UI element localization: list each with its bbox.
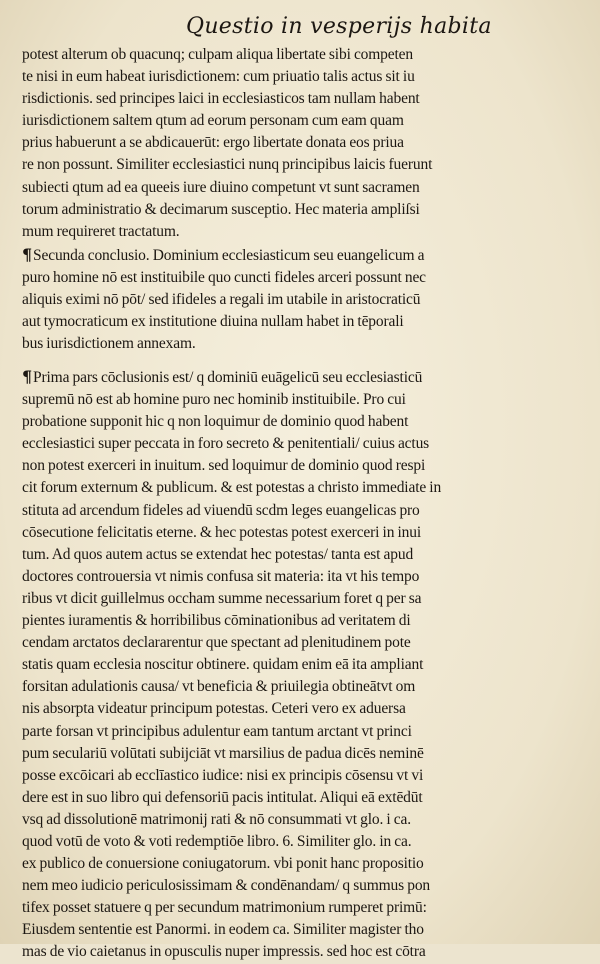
text-line bbox=[22, 676, 574, 698]
text-line bbox=[22, 289, 574, 311]
text-line bbox=[22, 743, 574, 765]
line-text: mum requireret tractatum. bbox=[22, 222, 180, 240]
line-text: torum administratio & decimarum susceptio. Hec materia ampliſsi bbox=[22, 200, 420, 218]
line-text: mas de vio caietanus in opusculis nuper impressis. sed hoc est cōtra bbox=[22, 943, 426, 961]
line-text: potest alterum ob quacunq; culpam aliqua libertate sibi competen bbox=[22, 46, 413, 63]
text-line bbox=[22, 389, 574, 411]
text-line bbox=[22, 455, 574, 477]
text-line bbox=[22, 88, 574, 110]
text-line bbox=[22, 433, 574, 455]
line-text: cōsecutione felicitatis eterne. & hec potestas potest exerceri in inui bbox=[22, 523, 422, 541]
paragraph-prima-pars bbox=[22, 366, 574, 961]
line-text: posse excōicari ab ecclīastico iudice: nisi ex principis cōsensu vt vi bbox=[22, 766, 424, 784]
paragraph-secunda-conclusio bbox=[22, 244, 574, 355]
line-text: tifex posset statuere q per secundum matrimonium rumperet primū: bbox=[22, 899, 427, 917]
line-text: prius habuerunt a se abdicauerūt: ergo libertate donata eos priua bbox=[22, 134, 404, 152]
text-line bbox=[22, 765, 574, 787]
text-line bbox=[22, 853, 574, 875]
line-text: pientes iuramentis & horribilibus cōminationibus ad veritatem di bbox=[22, 612, 411, 630]
text-line bbox=[22, 897, 574, 919]
line-text: puro homine nō est instituibile quo cuncti fideles arceri possunt nec bbox=[22, 269, 426, 287]
text-line bbox=[22, 477, 574, 499]
paragraph-continuation bbox=[22, 44, 574, 243]
text-line bbox=[22, 787, 574, 809]
text-line bbox=[22, 366, 574, 389]
line-text: ecclesiastici super peccata in foro secreto & penitentiali/ cuius actus bbox=[22, 435, 430, 453]
line-text: stituta ad arcendum fideles ad viuendū scdm leges euangelicas pro bbox=[22, 501, 420, 519]
line-text: ribus vt dicit guillelmus occham summe necessarium foret q per sa bbox=[22, 589, 422, 607]
line-text: forsitan adulationis causa/ vt beneficia & priuilegia obtineātvt om bbox=[22, 678, 416, 696]
text-line bbox=[22, 588, 574, 610]
text-line bbox=[22, 221, 574, 243]
pilcrow-mark: ¶ bbox=[22, 245, 33, 264]
text-line bbox=[22, 654, 574, 676]
line-text: cendam arctatos declararentur que spectant ad plenitudinem pote bbox=[22, 634, 411, 652]
line-text: re non possunt. Similiter ecclesiastici nunq principibus laicis fuerunt bbox=[22, 156, 433, 174]
text-line bbox=[22, 919, 574, 941]
line-text: dere est in suo libro qui defensoriū pacis intitulat. Aliqui eā extēdūt bbox=[22, 788, 423, 806]
line-text: cit forum externum & publicum. & est potestas a christo immediate in bbox=[22, 479, 442, 497]
text-line bbox=[22, 333, 574, 355]
line-text: aut tymocraticum ex institutione diuina nullam habet in tēporali bbox=[22, 313, 404, 331]
text-line bbox=[22, 809, 574, 831]
text-line bbox=[22, 500, 574, 522]
text-line bbox=[22, 721, 574, 743]
line-text: tum. Ad quos autem actus se extendat hec potestas/ tanta est apud bbox=[22, 545, 414, 563]
text-line bbox=[22, 132, 574, 154]
running-title: Questio in vesperijs habita bbox=[186, 14, 492, 39]
line-text: bus iurisdictionem annexam. bbox=[22, 335, 196, 353]
pilcrow-mark: ¶ bbox=[22, 367, 33, 386]
line-text: parte forsan vt principibus adulentur eam tantum arctant vt princi bbox=[22, 722, 412, 740]
line-text: vsq ad dissolutionē matrimonij rati & nō consummati vt glo. i ca. bbox=[22, 810, 411, 828]
text-line bbox=[22, 267, 574, 289]
text-line bbox=[22, 566, 574, 588]
line-text: nis absorpta videatur principum potestas. Ceteri vero ex aduersa bbox=[22, 700, 406, 718]
text-line bbox=[22, 199, 574, 221]
line-text: aliquis eximi nō pōt/ sed ifideles a regali im utabile in aristocraticū bbox=[22, 291, 421, 309]
text-line bbox=[22, 831, 574, 853]
text-line bbox=[22, 941, 574, 963]
line-text: probatione supponit hic q non loquimur de dominio quod habent bbox=[22, 413, 409, 431]
text-line bbox=[22, 632, 574, 654]
text-line bbox=[22, 44, 574, 66]
text-line bbox=[22, 311, 574, 333]
line-text: statis quam ecclesia noscitur obtinere. quidam enim eā ita ampliant bbox=[22, 656, 424, 674]
line-text: non potest exerceri in inuitum. sed loquimur de dominio quod respi bbox=[22, 457, 426, 475]
text-line bbox=[22, 610, 574, 632]
line-text: ex publico de conuersione coniugatorum. vbi ponit hanc propositio bbox=[22, 855, 424, 873]
line-text: iurisdictionem saltem qtum ad eorum personam cum eam quam bbox=[22, 112, 404, 130]
line-text: pum seculariū volūtati subijciāt vt marsilius de padua dicēs neminē bbox=[22, 744, 424, 762]
text-line bbox=[22, 154, 574, 176]
text-line bbox=[22, 177, 574, 199]
text-line bbox=[22, 244, 574, 267]
text-line bbox=[22, 522, 574, 544]
text-line bbox=[22, 698, 574, 720]
line-text: risdictionis. sed principes laici in ecclesiasticos tam nullam habent bbox=[22, 90, 420, 108]
line-text: Prima pars cōclusionis est/ q dominiū euāgelicū seu ecclesiasticū bbox=[33, 369, 423, 386]
text-line bbox=[22, 544, 574, 566]
line-text: te nisi in eum habeat iurisdictionem: cum priuatio talis actus sit iu bbox=[22, 68, 415, 86]
line-text: nem meo iudicio periculosissimam & condēnandam/ q summus pon bbox=[22, 877, 431, 895]
line-text: quod votū de voto & voti redemptiōe libro. 6. Similiter glo. in ca. bbox=[22, 832, 412, 850]
text-line bbox=[22, 110, 574, 132]
text-line bbox=[22, 66, 574, 88]
line-text: Secunda conclusio. Dominium ecclesiasticum seu euangelicum a bbox=[33, 247, 425, 264]
text-line bbox=[22, 411, 574, 433]
line-text: subiecti qtum ad ea queeis iure diuino competunt vt sunt sacramen bbox=[22, 178, 420, 196]
text-line bbox=[22, 875, 574, 897]
line-text: Eiusdem sententie est Panormi. in eodem ca. Similiter magister tho bbox=[22, 921, 424, 939]
line-text: doctores controuersia vt nimis confusa sit materia: ita vt his tempo bbox=[22, 567, 420, 585]
line-text: supremū nō est ab homine puro nec hominib instituibile. Pro cui bbox=[22, 391, 406, 409]
